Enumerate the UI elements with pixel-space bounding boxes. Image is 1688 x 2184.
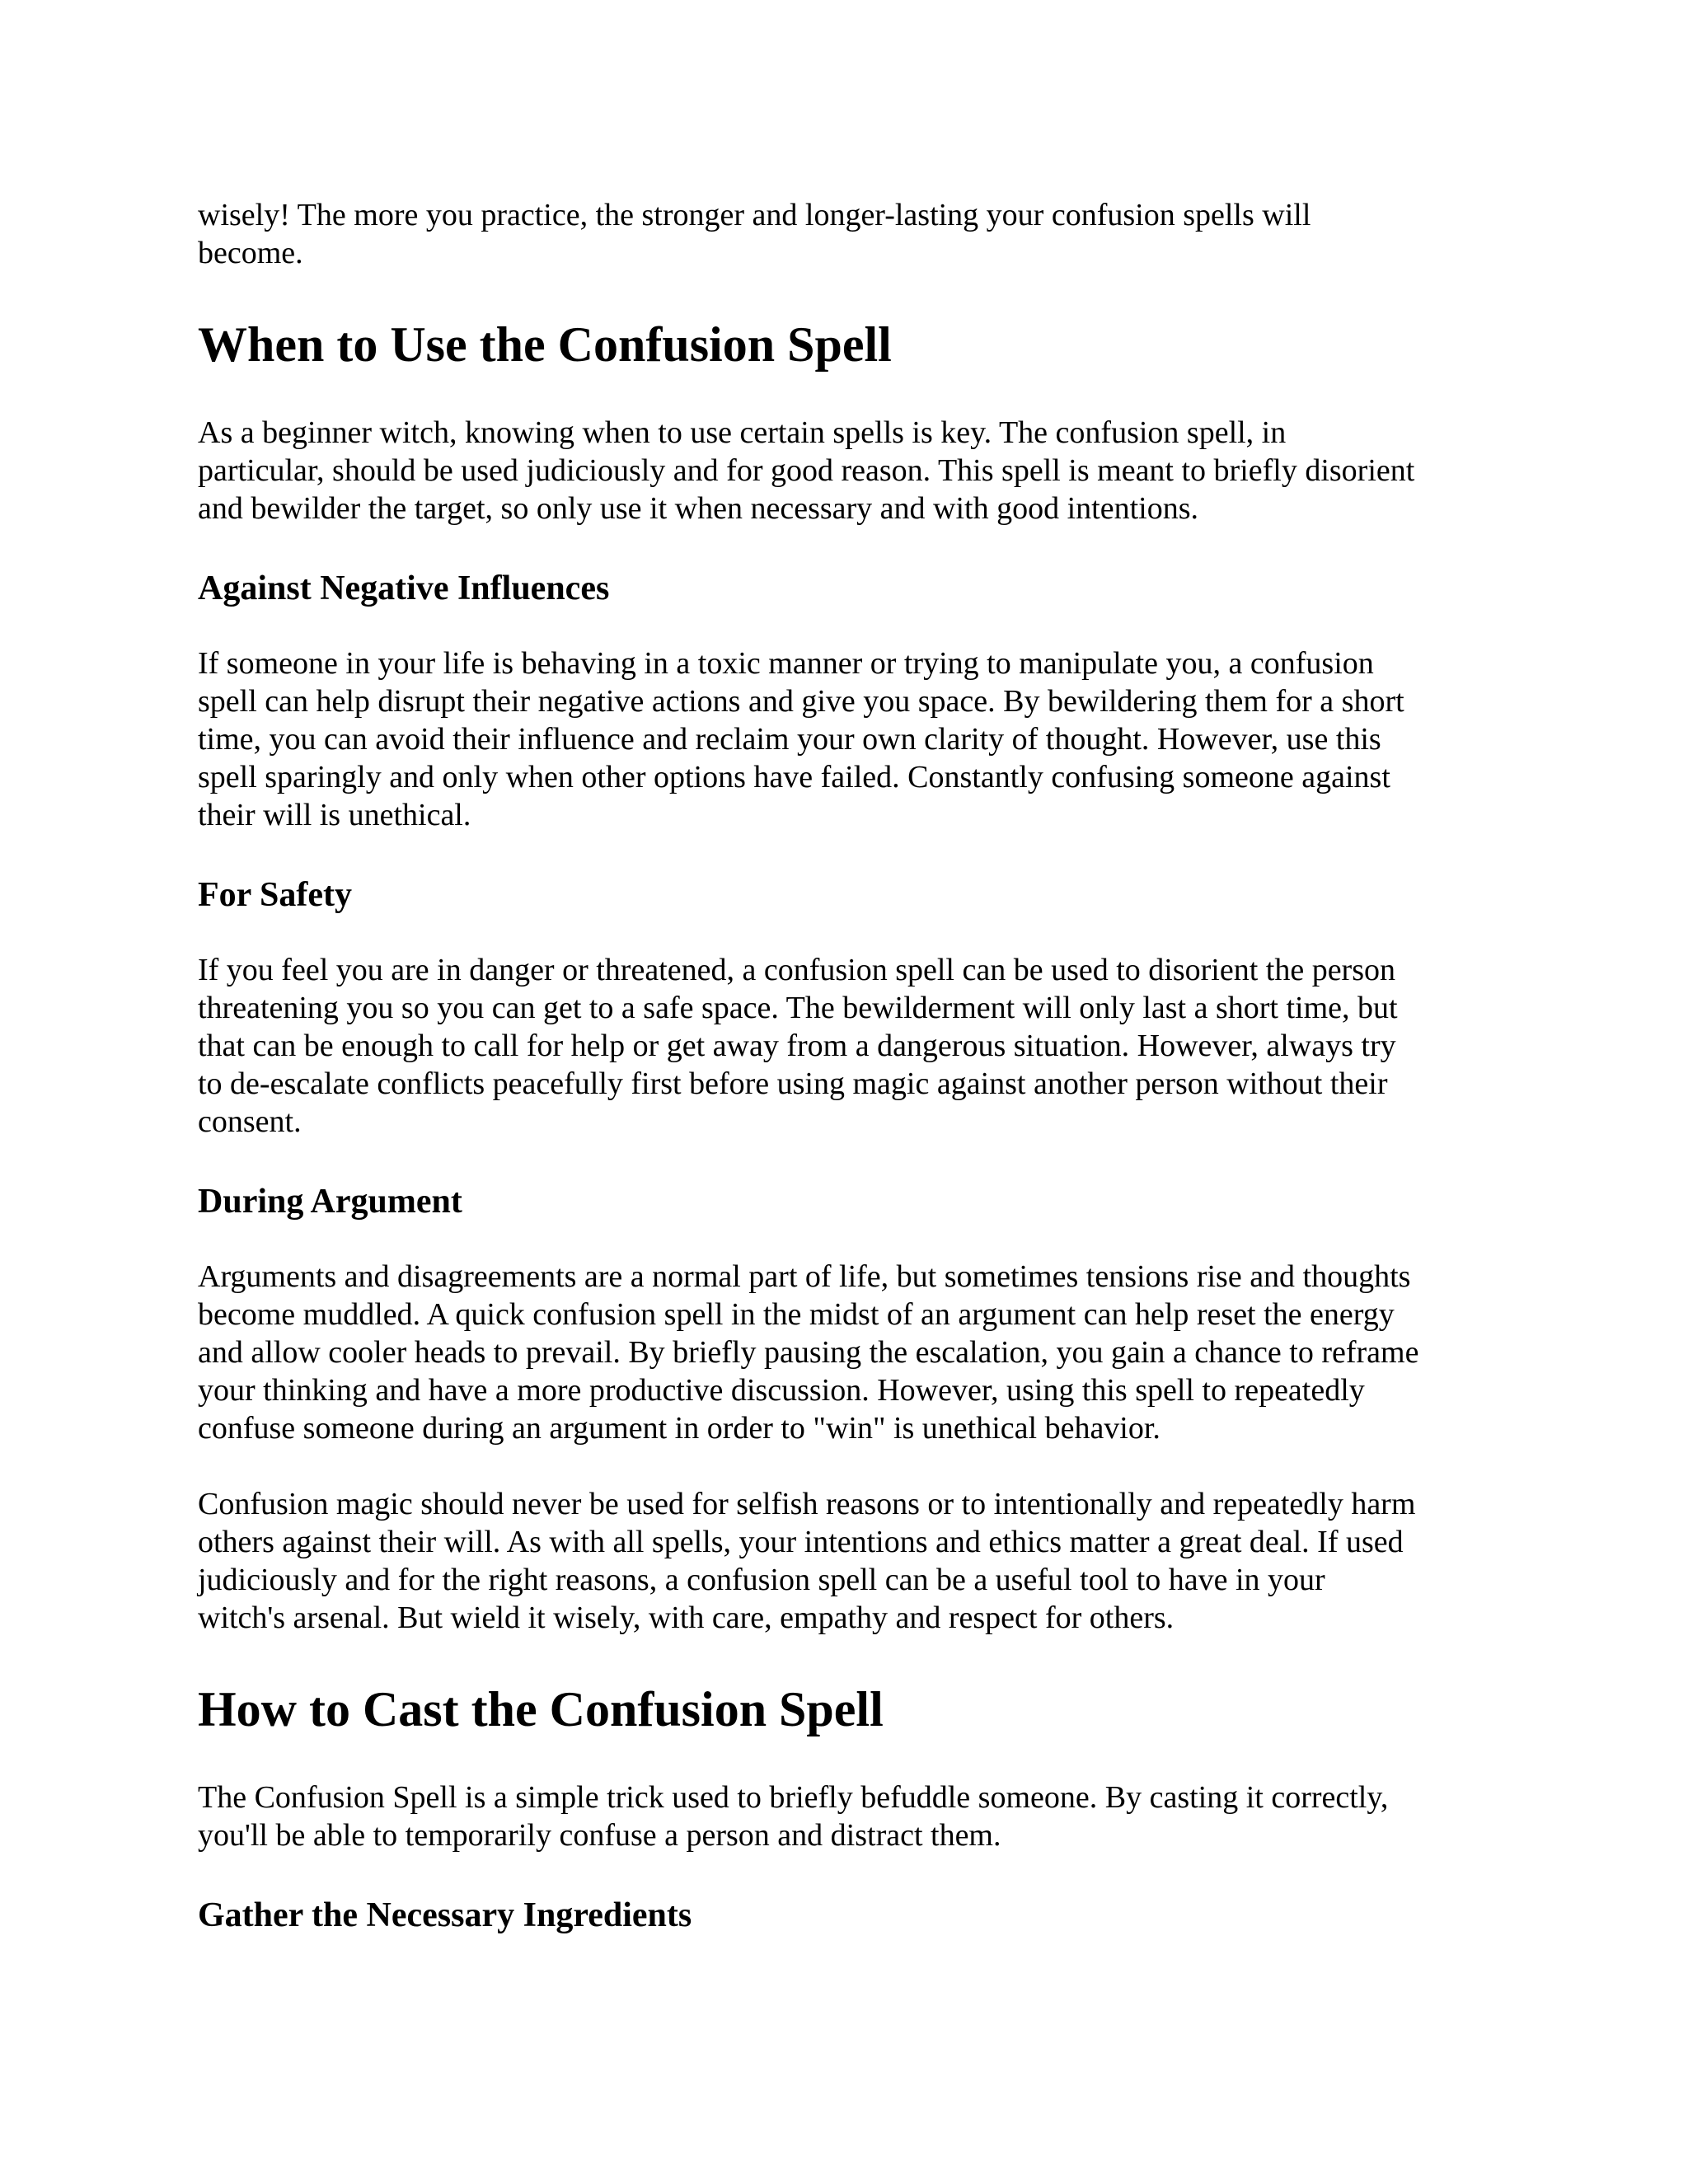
subheading-gather-ingredients: Gather the Necessary Ingredients	[198, 1896, 692, 1934]
during-argument-paragraph: Arguments and disagreements are a normal part of life, but sometimes tensions rise and thoughts become muddled. A quick confusion spell in the midst of an argument can help reset the energy and allow cooler heads to prevail. By briefly pausing the escalation, you gain a chance to reframe your thinking and have a more productive discussion. However, using this spell to repeatedly confuse someone during an argument in order to "win" is unethical behavior.	[198, 1259, 1419, 1446]
section-heading-when-to-use: When to Use the Confusion Spell	[198, 317, 892, 372]
intro-paragraph: wisely! The more you practice, the stronger and longer-lasting your confusion spells will become.	[198, 198, 1311, 270]
how-to-cast-intro-paragraph: The Confusion Spell is a simple trick used to briefly befuddle someone. By casting it correctly, you'll be able to temporarily confuse a person and distract them.	[198, 1780, 1389, 1853]
section-heading-how-to-cast: How to Cast the Confusion Spell	[198, 1682, 884, 1736]
closing-paragraph: Confusion magic should never be used for selfish reasons or to intentionally and repeatedly harm others against their will. As with all spells, your intentions and ethics matter a great deal. If used judiciously and for the right reasons, a confusion spell can be a useful tool to have in your witch's arsenal. But wield it wisely, with care, empathy and respect for others.	[198, 1487, 1416, 1635]
document-page	[198, 196, 1492, 1937]
when-to-use-intro-paragraph: As a beginner witch, knowing when to use certain spells is key. The confusion spell, in particular, should be used judiciously and for good reason. This spell is meant to briefly disorient and bewilder the target, so only use it when necessary and with good intentions.	[198, 415, 1415, 526]
subheading-during-argument: During Argument	[198, 1183, 462, 1221]
negative-influences-paragraph: If someone in your life is behaving in a toxic manner or trying to manipulate you, a confusion spell can help disrupt their negative actions and give you space. By bewildering them for a short time, you can avoid their influence and reclaim your own clarity of thought. However, use this spell sparingly and only when other options have failed. Constantly confusing someone against their will is unethical.	[198, 646, 1404, 832]
subheading-negative-influences: Against Negative Influences	[198, 569, 610, 607]
for-safety-paragraph: If you feel you are in danger or threatened, a confusion spell can be used to disorient the person threatening you so you can get to a safe space. The bewilderment will only last a short time, but that can be enough to call for help or get away from a dangerous situation. However, always try to de-escalate conflicts peacefully first before using magic against another person without their consent.	[198, 953, 1398, 1139]
subheading-for-safety: For Safety	[198, 876, 353, 914]
